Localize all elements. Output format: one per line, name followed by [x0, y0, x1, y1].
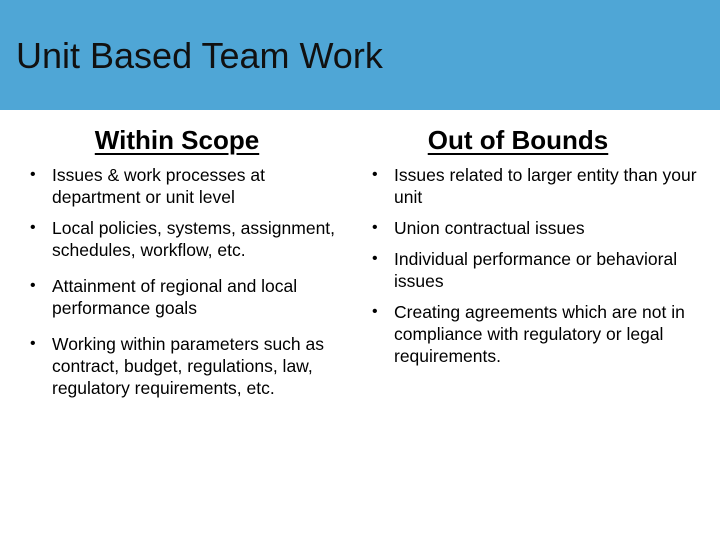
out-of-bounds-heading	[332, 122, 704, 158]
bullet-icon: •	[372, 250, 378, 267]
list-item	[22, 333, 352, 399]
bullet-icon: •	[30, 335, 36, 352]
list-item	[22, 275, 352, 319]
bullet-icon: •	[372, 219, 378, 236]
slide-title: Unit Based Team Work	[16, 35, 383, 76]
bullet-icon: •	[30, 219, 36, 236]
out-of-bounds-list	[364, 164, 704, 367]
list-item	[364, 248, 704, 292]
list-item	[364, 217, 704, 239]
out-of-bounds-heading-text: Out of Bounds	[427, 125, 609, 155]
list-item	[22, 217, 352, 261]
out-of-bounds-column	[364, 122, 704, 376]
within-scope-heading-text: Within Scope	[94, 125, 260, 155]
bullet-icon: •	[372, 166, 378, 183]
list-item	[364, 164, 704, 208]
list-item-text: Attainment of regional and local performance goals	[52, 276, 298, 318]
list-item-text: Individual performance or behavioral issues	[394, 249, 678, 291]
list-item-text: Creating agreements which are not in compliance with regulatory or legal requirements.	[394, 302, 685, 366]
list-item-text: Issues related to larger entity than your unit	[394, 165, 697, 207]
list-item-text: Issues & work processes at department or unit level	[52, 165, 265, 207]
within-scope-list	[22, 164, 352, 399]
list-item	[364, 301, 704, 367]
list-item-text: Working within parameters such as contract, budget, regulations, law, regulatory requirements, etc.	[52, 334, 325, 398]
title-bar	[0, 0, 720, 110]
within-scope-heading	[2, 122, 352, 158]
list-item-text: Local policies, systems, assignment, schedules, workflow, etc.	[52, 218, 336, 260]
bullet-icon: •	[372, 303, 378, 320]
list-item-text: Union contractual issues	[394, 218, 585, 238]
within-scope-column	[22, 122, 352, 408]
bullet-icon: •	[30, 277, 36, 294]
list-item	[22, 164, 352, 208]
bullet-icon: •	[30, 166, 36, 183]
